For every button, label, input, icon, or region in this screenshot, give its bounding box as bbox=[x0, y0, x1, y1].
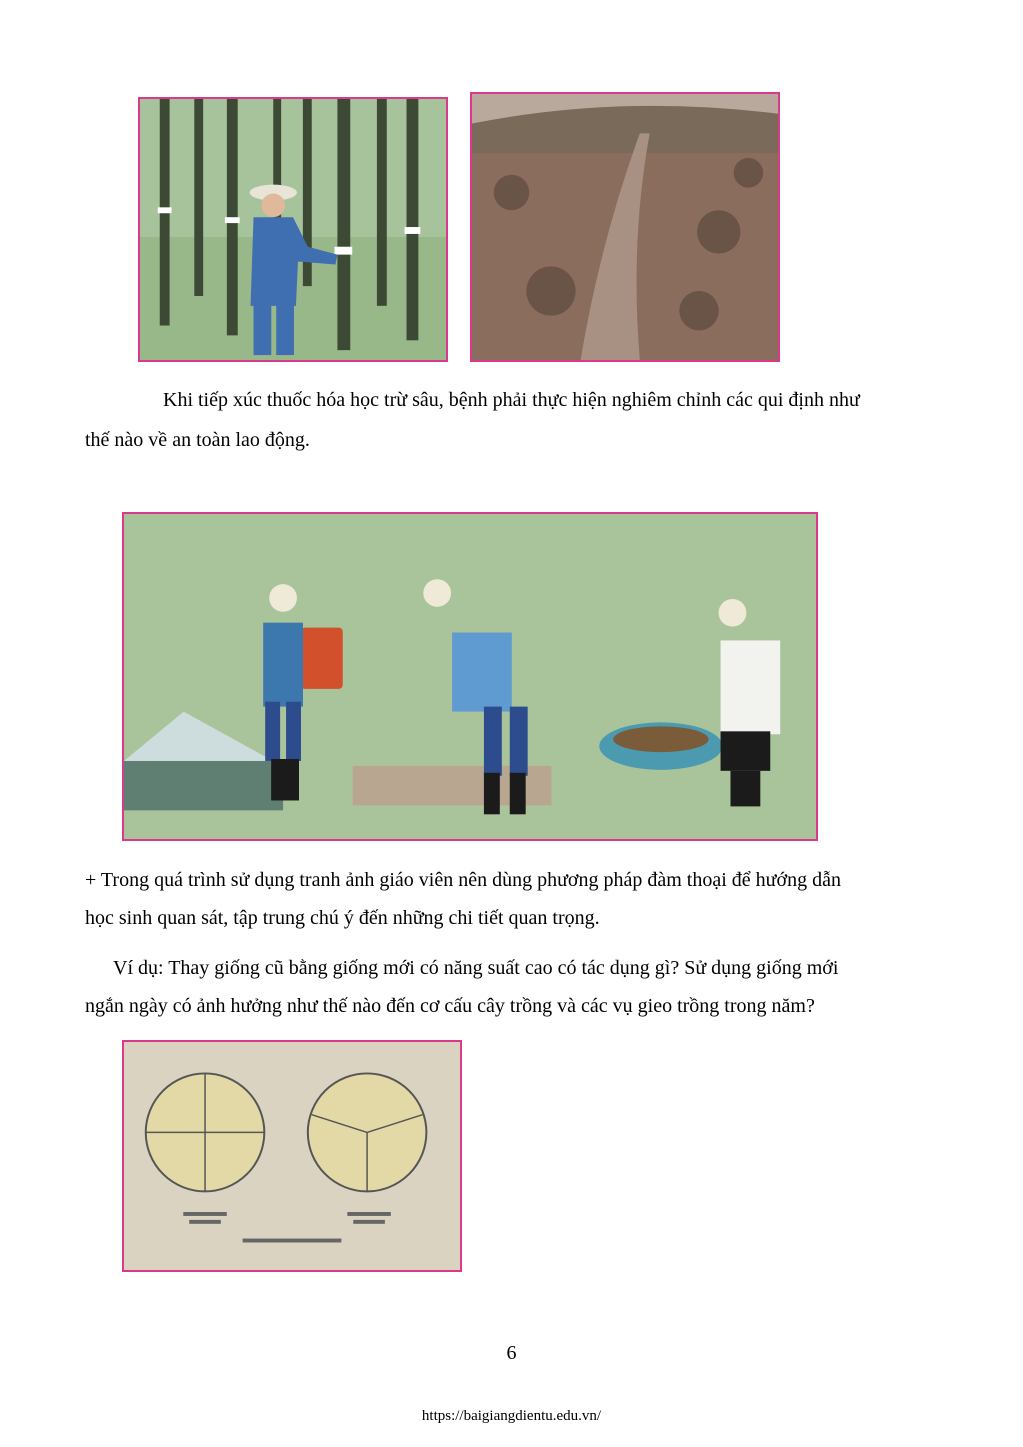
paragraph-teaching-method-line1: + Trong quá trình sử dụng tranh ảnh giáo viên nên dùng phương pháp đàm thoại để hướng dẫn bbox=[85, 869, 841, 891]
rubber-tapping-illustration bbox=[138, 97, 448, 362]
paragraph-pesticide-safety-line1: Khi tiếp xúc thuốc hóa học trừ sâu, bệnh phải thực hiện nghiêm chỉnh các qui định như bbox=[163, 389, 860, 411]
page-number: 6 bbox=[506, 1342, 517, 1364]
paragraph-pesticide-safety-line2: thế nào về an toàn lao động. bbox=[85, 429, 310, 451]
crop-season-diagram bbox=[122, 1040, 462, 1272]
source-url: https://baigiangdientu.edu.vn/ bbox=[421, 1408, 602, 1424]
pesticide-handling-illustration bbox=[122, 512, 818, 841]
paragraph-example-line1: Ví dụ: Thay giống cũ bằng giống mới có năng suất cao có tác dụng gì? Sử dụng giống mới bbox=[113, 957, 839, 979]
paragraph-teaching-method-line2: học sinh quan sát, tập trung chú ý đến những chi tiết quan trọng. bbox=[85, 907, 600, 929]
eroded-hillside-photo bbox=[470, 92, 780, 362]
paragraph-example-line2: ngắn ngày có ảnh hưởng như thế nào đến cơ cấu cây trồng và các vụ gieo trồng trong năm? bbox=[85, 995, 815, 1017]
